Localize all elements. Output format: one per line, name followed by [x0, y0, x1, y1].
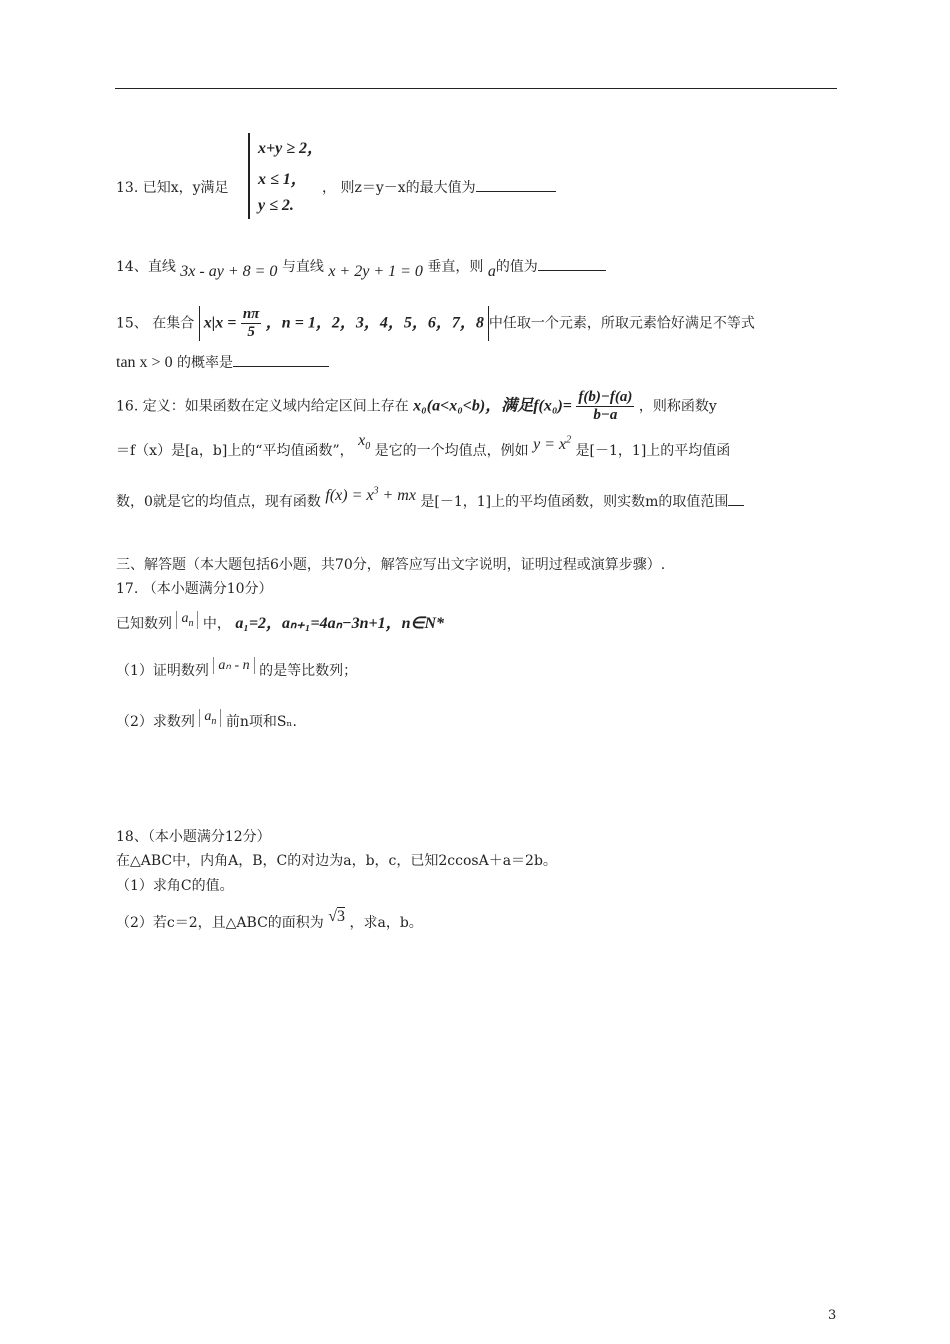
q16-text-3: ＝f（x）是[a，b]上的“平均值函数”，: [116, 443, 354, 459]
q17-part-1-sequence: aₙ - n: [213, 657, 254, 674]
q16-line-2: [116, 432, 731, 462]
q13-answer-blank: [476, 177, 556, 192]
q15-set-head: x|x =: [203, 314, 237, 332]
q17-part-1: [116, 660, 357, 680]
q17-seq-var: a: [181, 611, 189, 626]
q14-text-4: 的值为: [495, 259, 538, 275]
q14-line-eq-2: x + 2y + 1 = 0: [328, 263, 423, 280]
q16-frac-denominator: b−a: [593, 407, 618, 423]
q13-constraint-system: [248, 133, 324, 219]
q16-fraction: [576, 389, 634, 424]
q17-title: 17. （本小题满分10分）: [116, 581, 273, 597]
q17-recurrence: a₁=2，aₙ₊₁=4aₙ−3n+1，n∈N*: [235, 615, 445, 632]
q16-answer-blank: [728, 491, 744, 506]
q15-frac-denominator: 5: [247, 324, 255, 340]
q16-x0-var: x: [358, 432, 366, 449]
q14-line-eq-1: 3x - ay + 8 = 0: [180, 263, 278, 280]
q16-text-2: ，则称函数y: [638, 398, 717, 415]
q18-part-2-text-b: ，求a，b。: [349, 915, 423, 931]
q13-suffix: [322, 177, 556, 197]
q17-part-1-text-a: （1）证明数列: [116, 663, 209, 679]
q16-text-5: 是[－1，1]上的平均值函: [575, 443, 731, 459]
q17-part-2-seq-var: a: [204, 709, 212, 724]
q15-text-1: 15、 在集合: [116, 315, 195, 332]
q14-text-2: 与直线: [281, 259, 324, 275]
q17-part-2-sequence: $a_n$: [199, 709, 221, 727]
q13-prefix: 13. 已知x，y满足: [116, 180, 229, 196]
q15-set: [199, 306, 489, 341]
q18-sqrt: √3: [328, 908, 346, 925]
q16-example-text: y = x: [533, 436, 567, 453]
header-rule: [115, 88, 837, 89]
q18-part-2: [116, 908, 423, 932]
q16-line-3: [116, 485, 744, 511]
q15-frac-numerator: nπ: [242, 306, 260, 322]
q17-part-2-text-b: 前n项和Sₙ.: [225, 714, 297, 730]
q15-set-tail: ，n = 1，2，3，4，5，6，7，8: [265, 314, 484, 332]
q16-text-4: 是它的一个均值点，例如: [374, 443, 529, 459]
q16-condition: x₀(a<x₀<b)，满足f(x₀)=: [413, 397, 572, 415]
q17-sequence: $a_n$: [176, 611, 198, 629]
q16-function-text: f(x) = x: [325, 487, 374, 504]
q18-part-1: （1）求角C的值。: [116, 878, 234, 894]
q14-var-a: a: [487, 263, 496, 280]
q16-function-tail: + mx: [378, 487, 416, 504]
q14-text-1: 14、直线: [116, 259, 176, 275]
q15-text-2: 中任取一个元素，所取元素恰好满足不等式: [488, 315, 755, 332]
q17-text-1: 已知数列: [116, 616, 172, 632]
q14-line: [116, 256, 606, 280]
q16-frac-numerator: f(b)−f(a): [578, 389, 633, 405]
q17-part-2-text-a: （2）求数列: [116, 714, 195, 730]
q15-tan-inequality: tan x > 0: [116, 354, 173, 371]
q14-answer-blank: [538, 256, 606, 271]
q18-part-2-text-a: （2）若c＝2，且△ABC的面积为: [116, 915, 324, 931]
q14-text-3: 垂直，则: [427, 259, 484, 275]
q13-constraint-3: y ≤ 2.: [258, 197, 294, 214]
q16-line-1: [116, 389, 717, 424]
q17-part-2: [116, 711, 297, 733]
q16-example-func: $y = x^2$: [533, 434, 572, 453]
q16-text-1: 16. 定义：如果函数在定义域内给定区间上存在: [116, 398, 409, 415]
q17-part-1-text-b: 的是等比数列；: [259, 663, 358, 679]
q16-x0: $x_0$: [358, 432, 371, 453]
q15-line-2: [116, 352, 329, 372]
q18-title: 18、（本小题满分12分）: [116, 829, 271, 845]
q15-fraction: [241, 306, 262, 341]
page-number: 3: [828, 1308, 837, 1323]
q16-text-6: 数，0就是它的均值点，现有函数: [116, 494, 321, 510]
q17-line-1: [116, 610, 444, 635]
section-3-heading: 三、解答题（本大题包括6小题，共70分，解答应写出文字说明，证明过程或演算步骤）.: [116, 557, 666, 573]
q16-text-7: 是[－1，1]上的平均值函数，则实数m的取值范围: [420, 494, 729, 510]
q13-suffix-text: ， 则z＝y－x的最大值为: [322, 180, 476, 196]
q18-sqrt-arg: 3: [337, 908, 346, 925]
q15-line-1: [116, 306, 755, 341]
q15-text-3: 的概率是: [177, 355, 234, 371]
q13-constraint-1: x+y ≥ 2，: [258, 140, 324, 157]
q17-text-2: 中，: [202, 616, 231, 632]
q15-answer-blank: [233, 352, 329, 367]
q16-function: $f(x) = x^3$ + mx: [325, 485, 416, 504]
q18-statement: 在△ABC中，内角A，B，C的对边为a，b，c，已知2ccosA＋a＝2b。: [116, 853, 557, 869]
q13-constraint-2: x ≤ 1，: [258, 171, 307, 188]
